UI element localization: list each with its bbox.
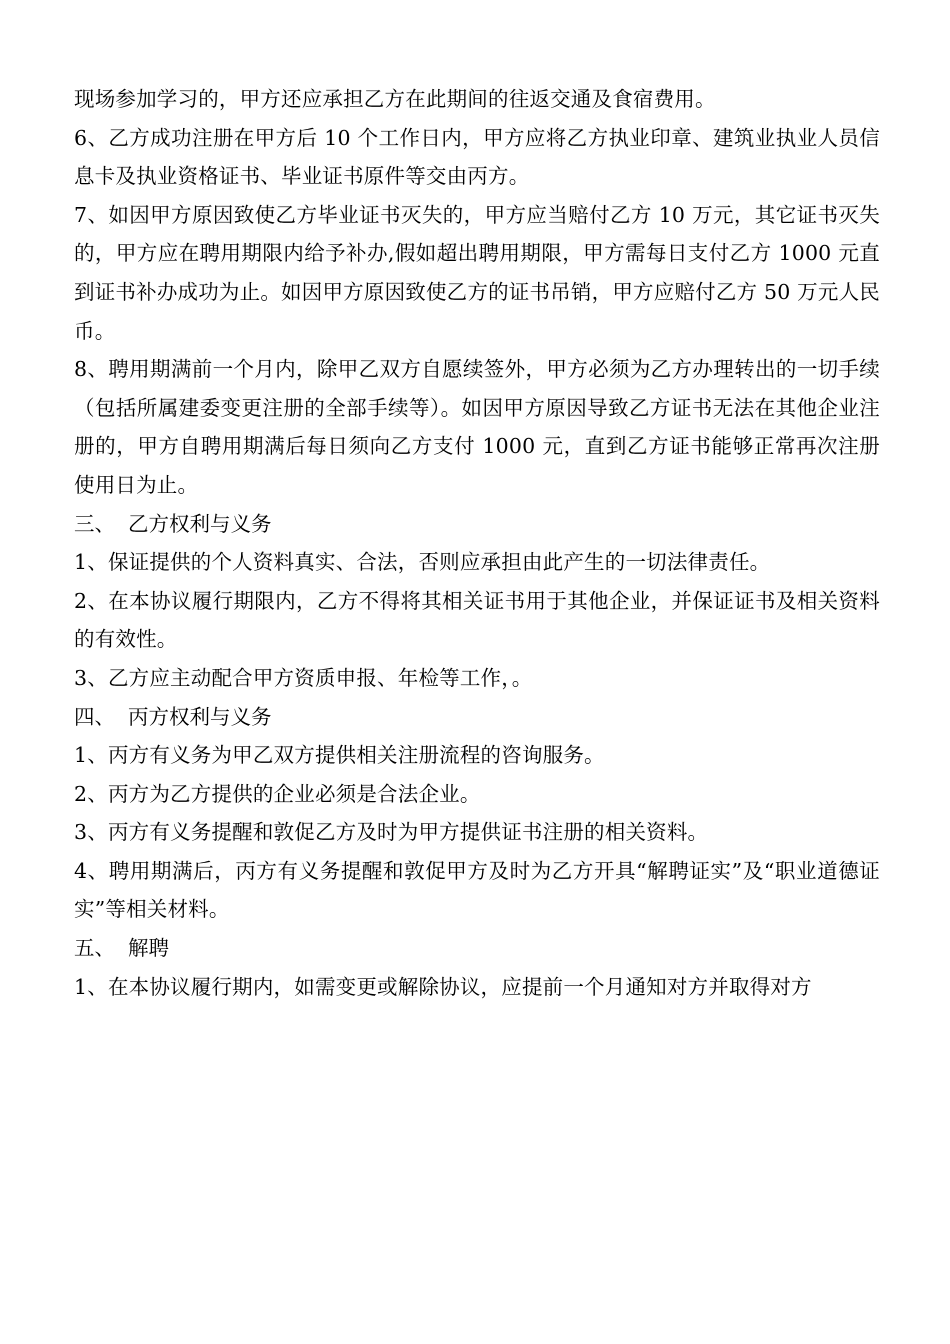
paragraph-party-c-3: 3、丙方有义务提醒和敦促乙方及时为甲方提供证书注册的相关资料。	[74, 820, 709, 845]
paragraph-clause-6: 6、乙方成功注册在甲方后 10 个工作日内，甲方应将乙方执业印章、建筑业执业人员信息卡及执业资格证书、毕业证书原件等交由丙方。	[74, 125, 880, 189]
paragraph-party-b-1: 1、保证提供的个人资料真实、合法，否则应承担由此产生的一切法律责任。	[74, 550, 771, 575]
document-page	[74, 80, 880, 1006]
paragraph-clause-8: 8、聘用期满前一个月内，除甲乙双方自愿续签外，甲方必须为乙方办理转出的一切手续（包括所属建委变更注册的全部手续等）。如因甲方原因导致乙方证书无法在其他企业注册的，甲方自聘用期满后每日须向乙方支付 1000 元，直到乙方证书能够正常再次注册使用日为止。	[74, 357, 880, 497]
paragraph-party-c-1: 1、丙方有义务为甲乙双方提供相关注册流程的咨询服务。	[74, 743, 605, 768]
section-heading-dismissal: 五、 解聘	[74, 936, 170, 961]
paragraph-party-b-2: 2、在本协议履行期限内，乙方不得将其相关证书用于其他企业，并保证证书及相关资料的有效性。	[74, 588, 880, 652]
paragraph-dismissal-1: 1、在本协议履行期内，如需变更或解除协议，应提前一个月通知对方并取得对方	[74, 974, 812, 999]
paragraph-party-c-4: 4、聘用期满后，丙方有义务提醒和敦促甲方及时为乙方开具“解聘证实”及“职业道德证实”等相关材料。	[74, 858, 880, 922]
section-heading-party-b: 三、 乙方权利与义务	[74, 511, 272, 536]
section-heading-party-c: 四、 丙方权利与义务	[74, 704, 272, 729]
paragraph-travel-costs: 现场参加学习的，甲方还应承担乙方在此期间的往返交通及食宿费用。	[74, 87, 716, 111]
paragraph-clause-7: 7、如因甲方原因致使乙方毕业证书灭失的，甲方应当赔付乙方 10 万元，其它证书灭失的，甲方应在聘用期限内给予补办,假如超出聘用期限，甲方需每日支付乙方 1000 元直到证书补办成功为止。如因甲方原因致使乙方的证书吊销，甲方应赔付乙方 50 万元人民币。	[74, 202, 880, 343]
paragraph-party-b-3: 3、乙方应主动配合甲方资质申报、年检等工作，。	[74, 665, 533, 690]
paragraph-party-c-2: 2、丙方为乙方提供的企业必须是合法企业。	[74, 781, 481, 806]
